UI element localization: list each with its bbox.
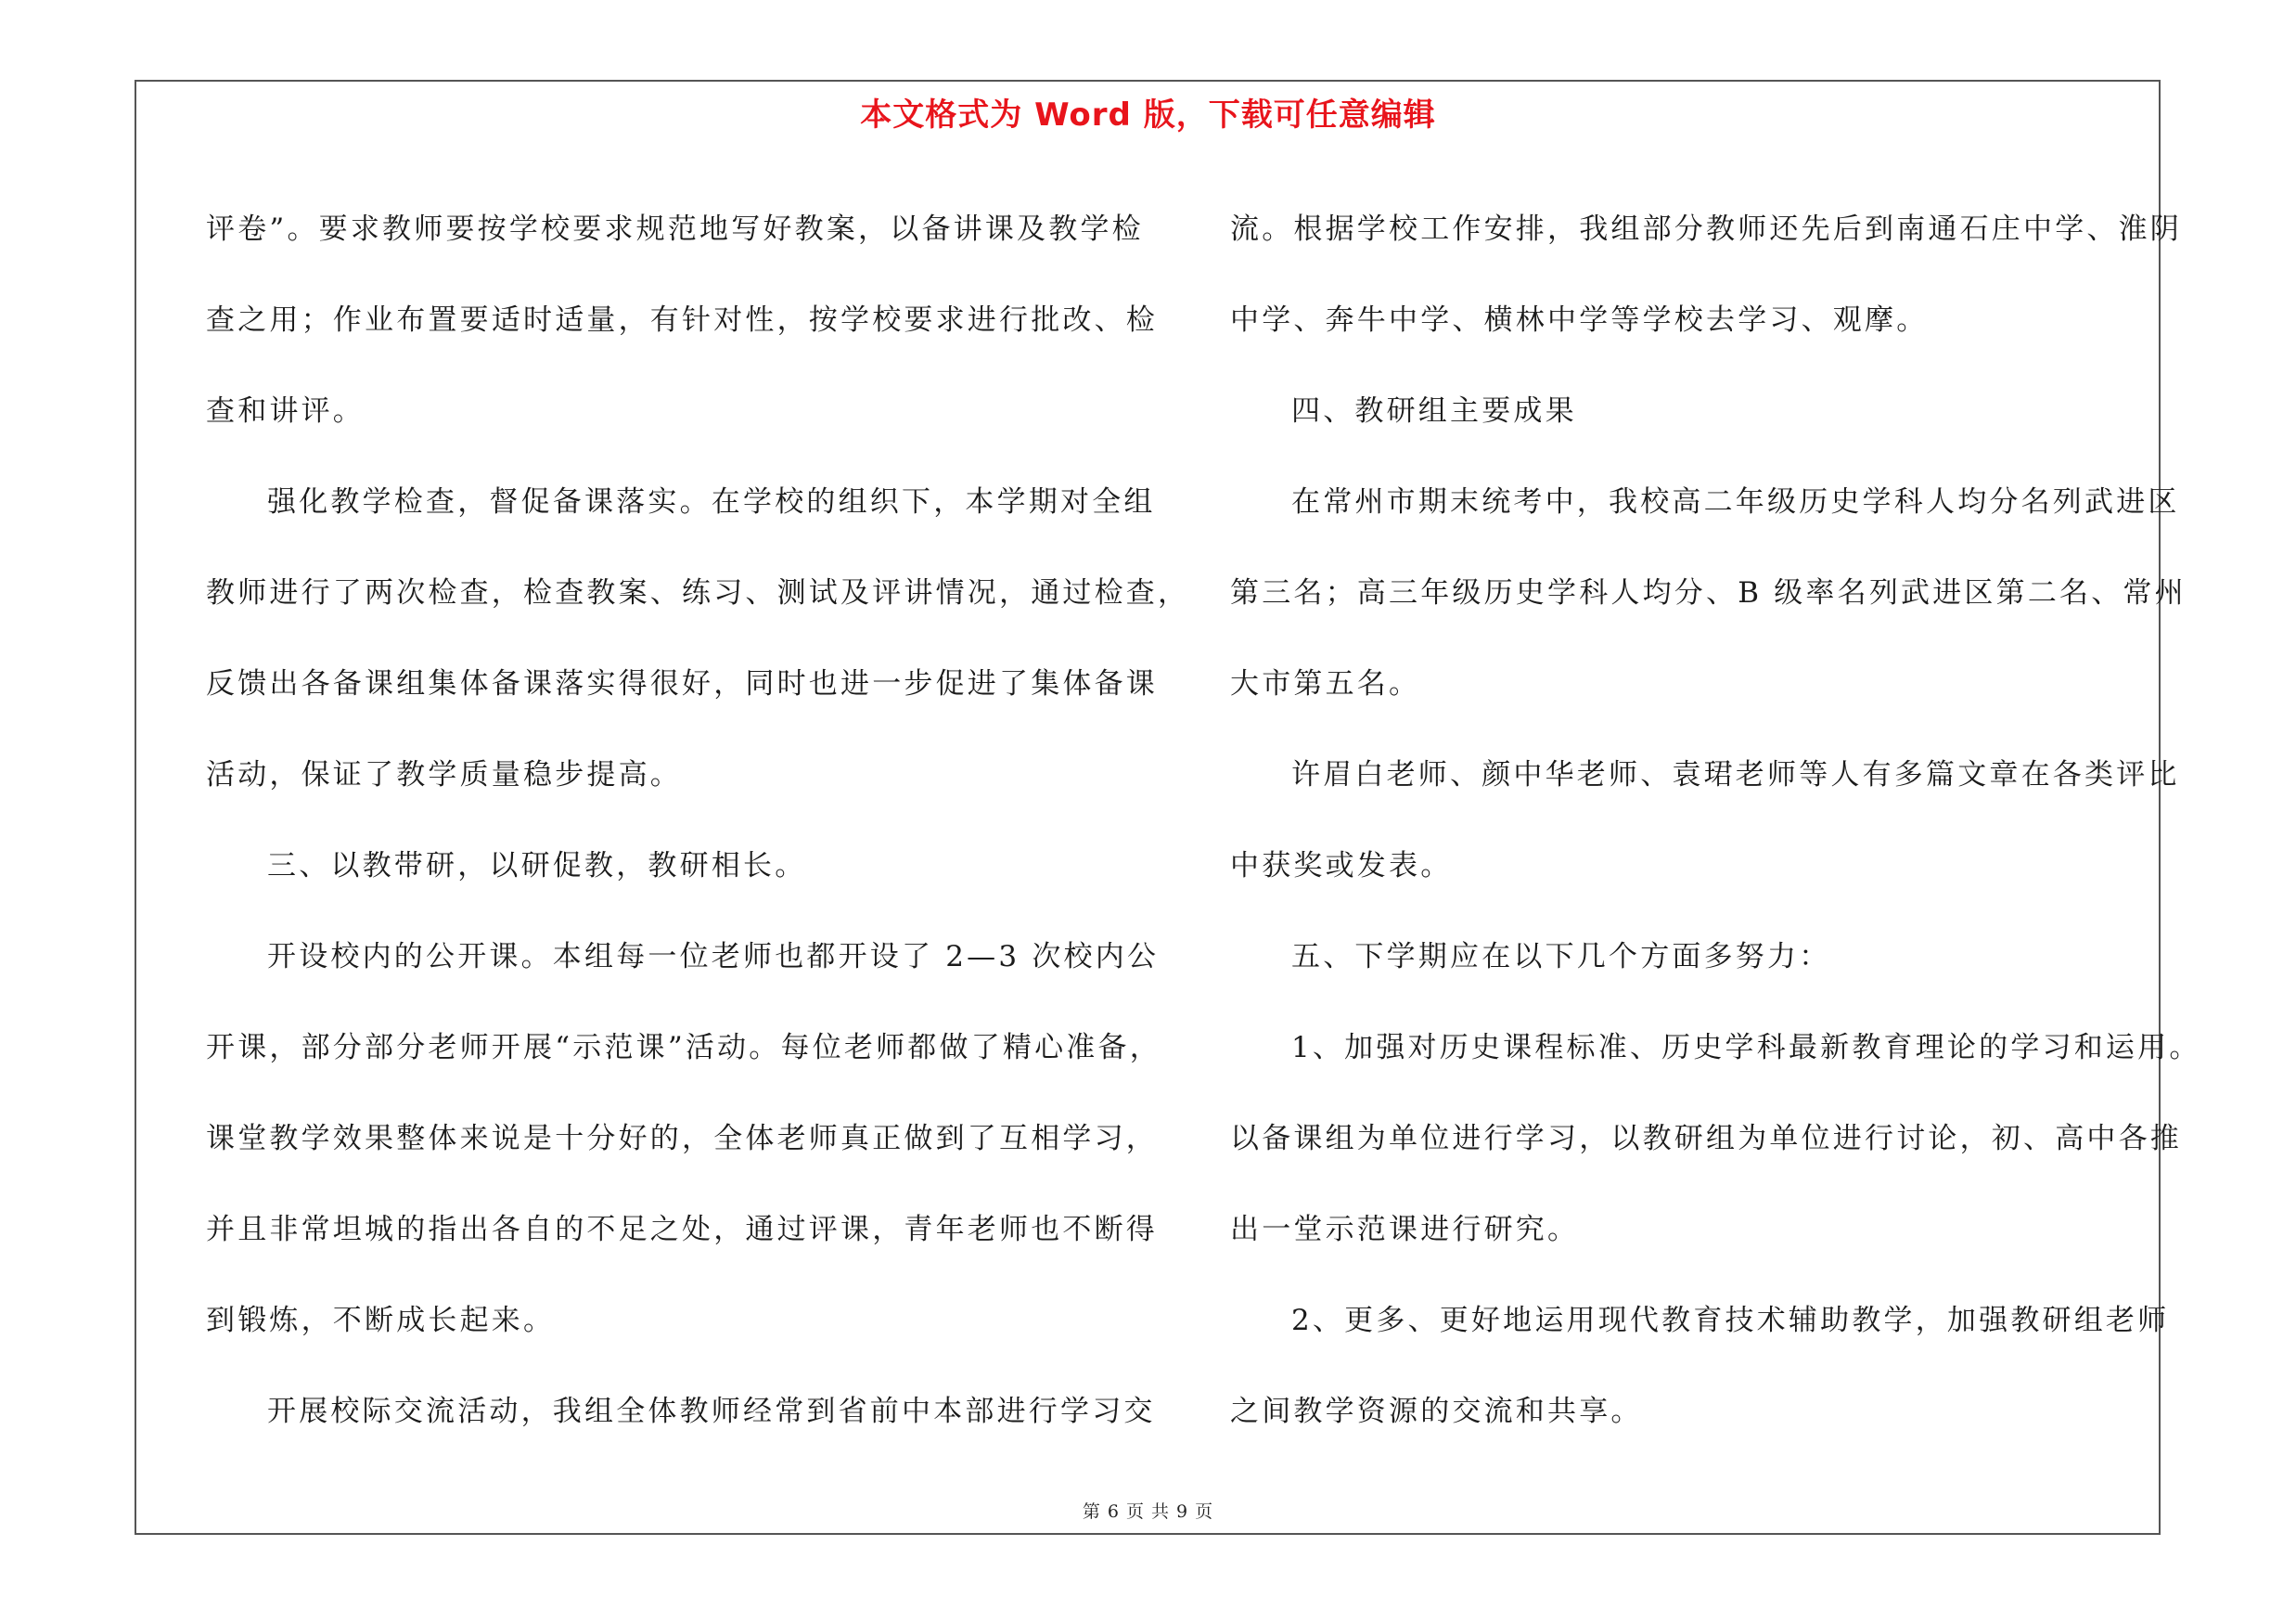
text-line: 教师进行了两次检查，检查教案、练习、测试及评讲情况，通过检查， <box>206 576 1190 610</box>
text-line: 四、教研组主要成果 <box>1291 394 1577 428</box>
text-line: 开展校际交流活动，我组全体教师经常到省前中本部进行学习交 <box>267 1395 1156 1428</box>
text-line: 到锻炼，不断成长起来。 <box>206 1304 556 1337</box>
text-line: 并且非常坦城的指出各自的不足之处，通过评课，青年老师也不断得 <box>206 1213 1158 1246</box>
text-line: 流。根据学校工作安排，我组部分教师还先后到南通石庄中学、淮阴 <box>1230 213 2182 246</box>
text-line: 在常州市期末统考中，我校高二年级历史学科人均分名列武进区 <box>1291 485 2180 519</box>
text-line: 三、以教带研，以研促教，教研相长。 <box>267 849 807 882</box>
text-line: 中获奖或发表。 <box>1230 849 1453 882</box>
text-line: 反馈出各备课组集体备课落实得很好，同时也进一步促进了集体备课 <box>206 667 1158 701</box>
text-line: 1、加强对历史课程标准、历史学科最新教育理论的学习和运用。 <box>1291 1031 2201 1064</box>
text-line: 大市第五名。 <box>1230 667 1421 701</box>
text-line: 第三名；高三年级历史学科人均分、B 级率名列武进区第二名、常州 <box>1230 576 2187 610</box>
text-line: 出一堂示范课进行研究。 <box>1230 1213 1580 1246</box>
format-banner: 本文格式为 Word 版，下载可任意编辑 <box>860 97 1436 134</box>
text-line: 评卷”。要求教师要按学校要求规范地写好教案，以备讲课及教学检 <box>206 213 1144 246</box>
text-line: 中学、奔牛中学、横林中学等学校去学习、观摩。 <box>1230 303 1929 337</box>
page-footer: 第 6 页 共 9 页 <box>1082 1501 1214 1522</box>
right-text-column <box>1230 184 2201 1457</box>
text-line: 许眉白老师、颜中华老师、袁珺老师等人有多篇文章在各类评比 <box>1291 758 2180 792</box>
text-line: 开设校内的公开课。本组每一位老师也都开设了 2—3 次校内公 <box>267 940 1160 973</box>
text-line: 课堂教学效果整体来说是十分好的，全体老师真正做到了互相学习， <box>206 1122 1158 1155</box>
text-line: 五、下学期应在以下几个方面多努力： <box>1291 940 1831 973</box>
text-line: 查之用；作业布置要适时适量，有针对性，按学校要求进行批改、检 <box>206 303 1158 337</box>
text-line: 以备课组为单位进行学习，以教研组为单位进行讨论，初、高中各推 <box>1230 1122 2182 1155</box>
text-line: 活动，保证了教学质量稳步提高。 <box>206 758 682 792</box>
text-line: 强化教学检查，督促备课落实。在学校的组织下，本学期对全组 <box>267 485 1156 519</box>
text-line: 查和讲评。 <box>206 394 365 428</box>
left-text-column <box>206 184 1190 1457</box>
text-line: 之间教学资源的交流和共享。 <box>1230 1395 1643 1428</box>
text-line: 2、更多、更好地运用现代教育技术辅助教学，加强教研组老师 <box>1291 1304 2170 1337</box>
text-line: 开课，部分部分老师开展“示范课”活动。每位老师都做了精心准备， <box>206 1031 1161 1064</box>
